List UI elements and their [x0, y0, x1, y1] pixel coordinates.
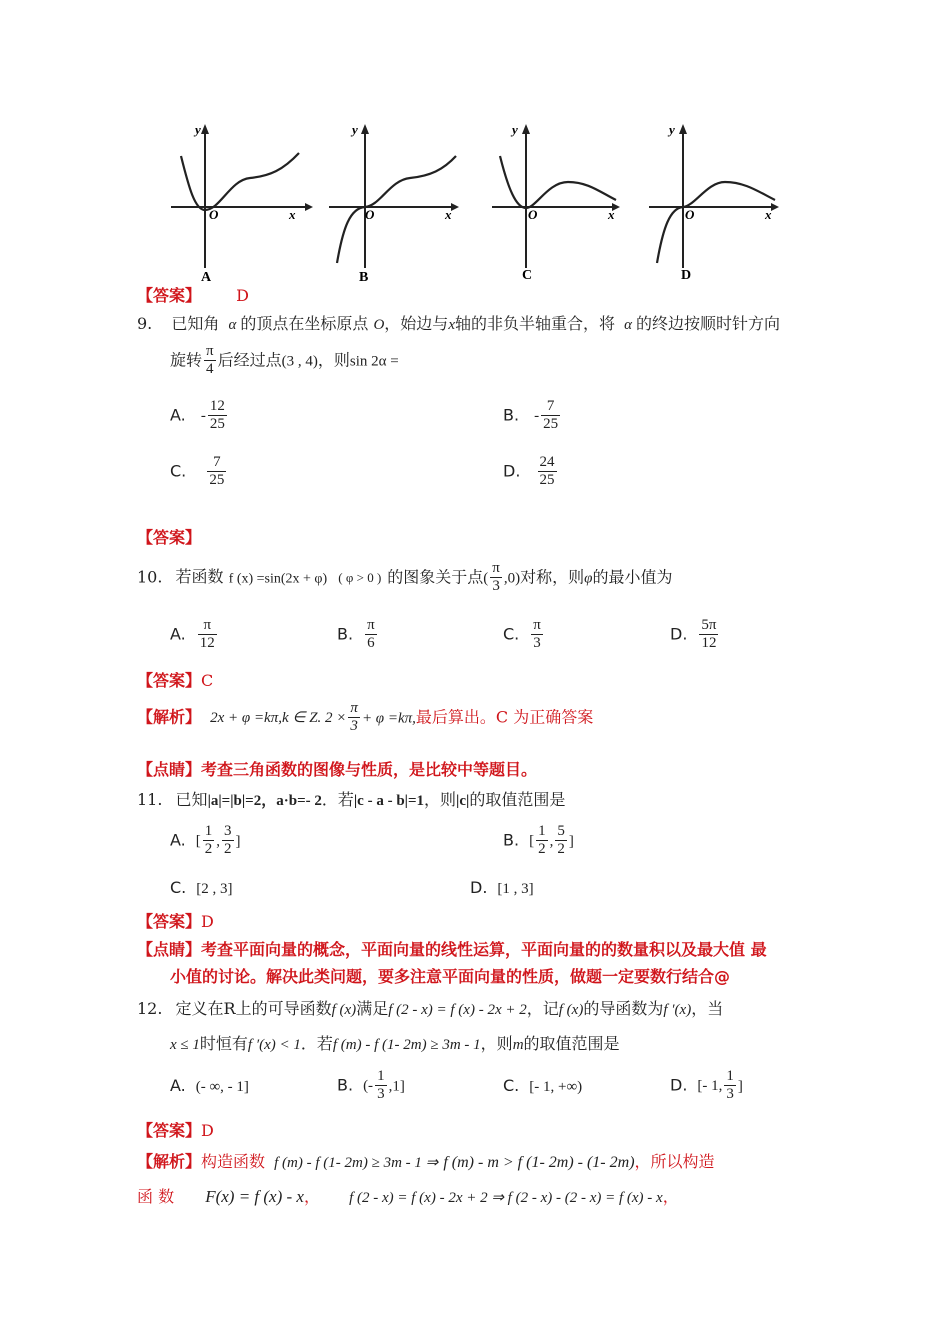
answer-value: C [201, 671, 214, 690]
stem-text: ，则 [424, 790, 457, 809]
analysis-text: ， [303, 1187, 320, 1206]
graph-d-origin-label: O [685, 207, 695, 222]
stem-text: 旋转 [170, 350, 203, 370]
analysis-expression: f (m) - m > f (1- 2m) - (1- 2m) [443, 1154, 635, 1171]
q11-comment-line1 [137, 937, 767, 960]
stem-text: 已知 [175, 790, 208, 809]
stem-text: 的导函数为 [583, 999, 664, 1018]
q10-option-d[interactable]: D. $\frac{5\pi}{12}$ [670, 617, 717, 652]
q12-option-d[interactable]: D. [- 1, $\frac{1}{3}$ ] [670, 1068, 743, 1103]
analysis-tag: 【解析】 [137, 1152, 202, 1171]
expression: ，a·b=- 2 [261, 793, 322, 809]
q12-option-a[interactable]: A. (- ∞, - 1] [170, 1076, 249, 1095]
graph-d-x-label: x [765, 207, 772, 222]
expression: f (m) - f (1- 2m) ≥ 3m - 1 [332, 1037, 481, 1053]
comment-text: 小值的讨论。解决此类问题，要多注意平面向量的性质，做题一定要数行结合@ [170, 967, 731, 986]
expression: |c - a - b|=1 [353, 793, 425, 809]
question-number: 9. [137, 314, 153, 333]
q10-comment [137, 757, 537, 780]
stem-text: ．若 [321, 790, 354, 809]
expression: f ′(x) [663, 1002, 692, 1018]
alpha-symbol: α [228, 317, 237, 333]
q11-stem [137, 787, 565, 810]
q12-analysis-line2 [137, 1184, 679, 1207]
q9-option-d[interactable]: D. $\frac{24}{25}$ [503, 454, 555, 489]
question-number: 12. [137, 999, 163, 1018]
q10-option-b[interactable]: B. $\frac{\pi}{6}$ [337, 617, 375, 652]
answer-tag: 【答案】 [137, 671, 202, 690]
graph-a-label: A [201, 270, 212, 285]
graph-c-origin-label: O [528, 207, 538, 222]
stem-text: 若函数 [175, 567, 224, 587]
graph-d [645, 118, 795, 288]
graph-c-x-label: x [608, 207, 615, 222]
q12-analysis-line1 [137, 1149, 715, 1172]
stem-text: ，记 [526, 999, 559, 1018]
stem-text: 的顶点在坐标原点 [240, 314, 369, 333]
answer-value: D [201, 912, 214, 931]
analysis-text: 最后算出。C 为正确答案 [415, 707, 594, 727]
q12-stem-line2 [170, 1031, 620, 1054]
graph-b-origin-label: O [365, 207, 375, 222]
graph-a-origin-label: O [209, 207, 219, 222]
comment-text: 考查三角函数的图像与性质，是比较中等题目。 [201, 760, 538, 779]
analysis-tag: 【解析】 [137, 707, 202, 727]
graph-a-x-label: x [289, 207, 296, 222]
comment-text: 考查平面向量的概念，平面向量的线性运算，平面向量的的数量积以及最大值 最 [201, 940, 767, 959]
stem-text: 对称，则 [520, 567, 585, 587]
stem-text: 时恒有 [199, 1034, 248, 1053]
expression: f ′(x) < 1 [247, 1037, 301, 1053]
stem-text: 满足 [356, 999, 389, 1018]
comment-tag: 【点睛】 [137, 940, 202, 959]
answer-tag: 【答案】 [137, 1121, 202, 1140]
stem-text: ，则 [317, 350, 350, 370]
q9-option-a[interactable]: A. - $\frac{12}{25}$ [170, 398, 225, 433]
q10-answer [137, 668, 213, 691]
stem-text: 后经过点 [217, 350, 282, 370]
fraction: $\frac{\pi}{4}$ [206, 343, 214, 378]
q12-stem-line1 [137, 996, 723, 1019]
analysis-expression: + φ =kπ, [361, 710, 416, 727]
analysis-expression: f (2 - x) = f (x) - 2x + 2 ⇒ f (2 - x) - (2 - x) = f (x) - x [349, 1190, 663, 1206]
stem-text: 的终边按顺时针方向 [635, 314, 780, 333]
stem-text: 的取值范围是 [469, 790, 566, 809]
q12-option-b[interactable]: B. (- $\frac{1}{3}$ ,1] [337, 1068, 405, 1103]
q9-option-b[interactable]: B. - $\frac{7}{25}$ [503, 398, 559, 433]
expression: f (2 - x) = f (x) - 2x + 2 [388, 1002, 527, 1018]
q11-option-d[interactable]: D. [1 , 3] [470, 878, 534, 897]
q10-analysis: 【解析】 2x + φ =kπ,k ∈ Z. 2 × $\frac{\pi}{3}$ + φ =kπ,最后算出。C 为正确答案 [137, 700, 594, 735]
q9-answer [137, 525, 201, 548]
q12-answer [137, 1118, 214, 1141]
expression: f (x) [331, 1002, 357, 1018]
x-symbol: x [448, 317, 455, 333]
q11-comment-line2 [170, 964, 730, 987]
phi-symbol: φ [584, 570, 593, 587]
graph-c-y-label: y [512, 122, 518, 137]
answer-value: D [201, 1121, 214, 1140]
analysis-text: ， [662, 1187, 679, 1206]
expression: sin 2α = [349, 353, 399, 370]
stem-text: 已知角 [171, 314, 220, 333]
stem-text: ，当 [691, 999, 724, 1018]
fraction: $\frac{\pi}{3}$ [492, 560, 500, 595]
graph-a [165, 118, 315, 288]
q10-stem: 10. 若函数 f (x) =sin(2x + φ) ( φ > 0 ) 的图象关于点( $\frac{\pi}{3}$ ,0)对称，则φ的最小值为 [137, 560, 673, 595]
analysis-text: 函 数 [137, 1187, 175, 1206]
alpha-symbol: α [624, 317, 632, 333]
origin-symbol: O [373, 317, 385, 333]
q9-stem-line1 [137, 311, 780, 334]
analysis-expression: 2x + φ =kπ,k ∈ Z. 2 × [210, 710, 347, 727]
q10-option-c[interactable]: C. $\frac{\pi}{3}$ [503, 617, 541, 652]
function-expression: f (x) =sin(2x + φ) [228, 571, 328, 587]
stem-text: 的取值范围是 [523, 1034, 620, 1053]
analysis-text: ，所以构造 [634, 1152, 715, 1171]
answer-tag: 【答案】 [137, 528, 202, 547]
stem-text: 的图象关于点 [387, 567, 484, 587]
stem-text: 的最小值为 [592, 567, 673, 587]
graph-b-y-label: y [352, 122, 358, 137]
answer-value: D [236, 286, 249, 305]
q10-option-a[interactable]: A. $\frac{\pi}{12}$ [170, 617, 215, 652]
graph-b-x-label: x [445, 207, 452, 222]
point: (3 , 4) [281, 353, 318, 370]
condition: ( φ > 0 ) [338, 570, 382, 586]
q12-option-c[interactable]: C. [- 1, +∞) [503, 1076, 583, 1095]
expression: |c| [456, 793, 470, 809]
answer-tag: 【答案】 [137, 286, 202, 305]
m-symbol: m [512, 1037, 524, 1053]
analysis-text: 构造函数 [201, 1152, 266, 1171]
stem-text: ．若 [300, 1034, 333, 1053]
q9-option-c[interactable]: C. $\frac{7}{25}$ [170, 454, 225, 489]
q11-answer [137, 909, 214, 932]
question-number: 10. [137, 567, 163, 587]
graph-d-label: D [681, 268, 692, 283]
graph-c-label: C [522, 268, 533, 283]
graph-d-y-label: y [669, 122, 675, 137]
analysis-expression: f (m) - f (1- 2m) ≥ 3m - 1 ⇒ [274, 1155, 439, 1171]
expression: f (x) [558, 1002, 584, 1018]
q8-answer [137, 283, 249, 306]
graph-b [325, 118, 475, 288]
q11-option-c[interactable]: C. [2 , 3] [170, 878, 233, 897]
stem-text: 轴的非负半轴重合，将 [454, 314, 615, 333]
expression: x ≤ 1 [170, 1037, 200, 1053]
stem-text: 定义在R上的可导函数 [175, 999, 332, 1018]
answer-tag: 【答案】 [137, 912, 202, 931]
analysis-expression: F(x) = f (x) - x [205, 1187, 304, 1206]
graph-b-label: B [359, 270, 369, 285]
q11-option-b[interactable]: B. [ $\frac{1}{2}$ , $\frac{5}{2}$ ] [503, 823, 574, 858]
stem-text: ，则 [480, 1034, 513, 1053]
stem-text: ，始边与 [384, 314, 449, 333]
q9-stem-line2 [170, 343, 399, 379]
expression: |a|=|b|=2 [207, 793, 262, 809]
comment-tag: 【点睛】 [137, 760, 202, 779]
graph-a-y-label: y [195, 122, 201, 137]
question-number: 11. [137, 790, 163, 809]
q11-option-a[interactable]: A. [ $\frac{1}{2}$ , $\frac{3}{2}$ ] [170, 823, 241, 858]
graph-c [488, 118, 638, 288]
